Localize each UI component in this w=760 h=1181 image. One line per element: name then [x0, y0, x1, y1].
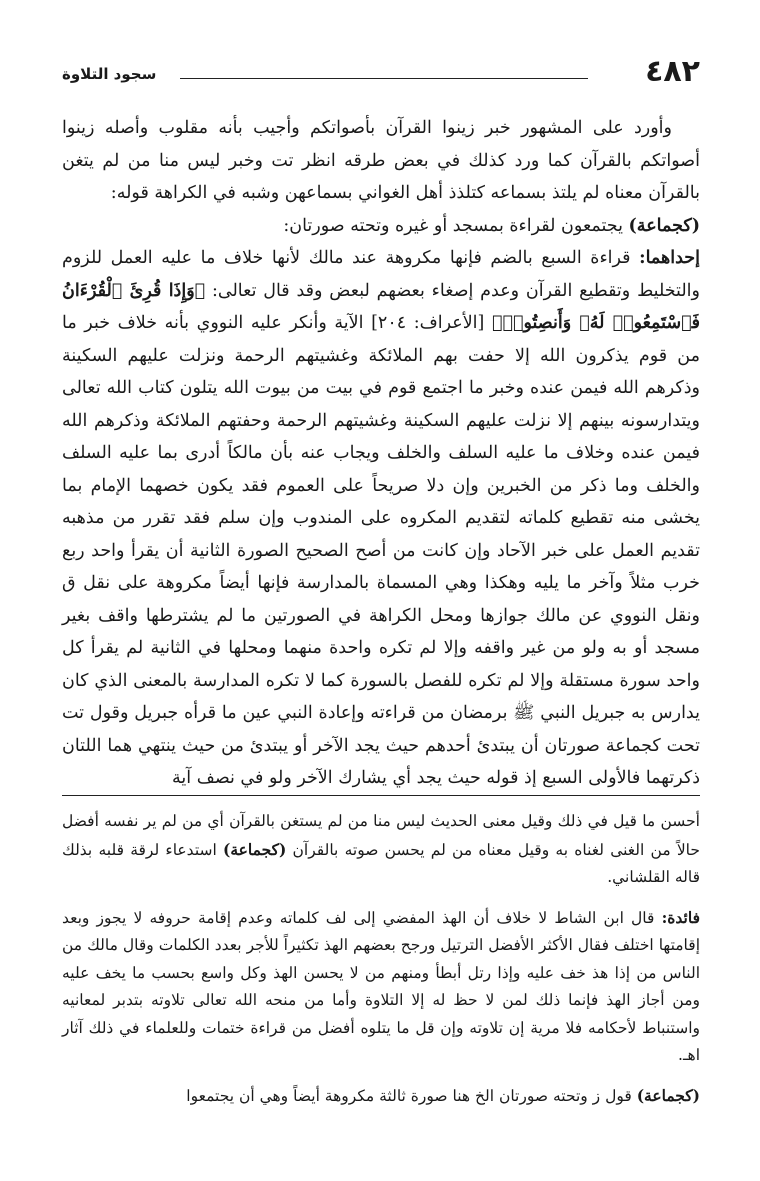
- paragraph-text: يجتمعون لقراءة بمسجد أو غيره وتحته صورتان:: [283, 215, 629, 236]
- paragraph: وأورد على المشهور خبر زينوا القرآن بأصواتكم وأجيب بأنه مقلوب وأصله زينوا أصواتكم بالقرآن كما ورد كذلك في بعض طرقه انظر تت وخبر ليس منا من لم يتغن بالقرآن معناه لم يلتذ بسماعه كتلذذ أهل الغواني بسماعهن وشبه في الكراهة قوله:: [62, 118, 700, 203]
- footnote-divider: [62, 795, 700, 796]
- section-label: إحداهما:: [639, 248, 700, 268]
- paragraph-text: [الأعراف: ٢٠٤] الآية وأنكر عليه النووي بأنه خلاف خبر ما من قوم يذكرون الله إلا حفت بهم الملائكة وغشيتهم الرحمة ونزلت عليهم السكينة وذكرهم الله فيمن عنده وخبر ما اجتمع قوم في بيت من بيوت الله يتلون كتاب الله تعالى ويتدارسونه بينهم إلا نزلت عليهم السكينة وغشيتهم الرحمة وحفتهم الملائكة وذكرهم الله فيمن عنده وخلاف ما عليه السلف والخلف ويجاب عنه بأن مالكاً أدرى بما عليه السلف والخلف وما ذكر من الخبرين وإن دلا صريحاً على العموم فقد يكون خصهما الإمام بما يخشى منه تقطيع كلماته لتقديم المكروه على المندوب وإن سلم فقد تقرر من مذهبه تقديم العمل على خبر الآحاد وإن كانت من أصح الصحيح الصورة الثانية أن يقرأ واحد ربع خرب مثلاً وآخر ما يليه وهكذا وهي المسماة بالمدارسة فإنها أيضاً مكروهة على نقل ق ونقل النووي عن مالك جوازها ومحل الكراهة في الصورتين ما لم يشترطها واقف بغير مسجد أو به ولو من غير واقفه وإلا لم تكره واحدة منهما ومحلها في الثانية لم يقرأ كل واحد سورة مستقلة وإلا لم تكره للفصل بالسورة كما لا تكره المدارسة بالمعنى الذي كان يدارس به جبريل النبي ﷺ برمضان من قراءته وإعادة النبي عين ما قرأه جبريل وقول تت تحت كجماعة صورتان أن يبتدئ أحدهم حيث يجد الآخر أو يبتدئ من حيث ينتهي هما اللتان ذكرتهما فالأولى السبع إذ قوله حيث يجد أي يشارك الآخر ولو في نصف آية: [62, 313, 700, 788]
- footnote-text: قال ابن الشاط لا خلاف أن الهذ المفضي إلى لف كلماته وعدم إقامة حروفه لا يجوز وبعد إقامتها اختلف فقال الأكثر الأفضل الترتيل ورجح بعضهم الهذ تكثيراً للأجر بعدد الكلمات وقال مالك من الناس من إذا هذ خف عليه وإذا رتل أبطأ ومنهم من لا يحسن الهذ وكل واسع بحسب ما يخف عليه ومن أجاز الهذ فإنما ذلك لمن لا حظ له إلا التلاوة وأما من منحه الله تعالى تلاوته بتدبر لمعانيه واستنباط لأحكامه فلا مرية إن تلاوته وإن قل ما يتلوه أفضل من قراءة ختمات وللعلماء في ذلك آثار اهـ.: [62, 908, 700, 1064]
- main-text: [62, 112, 700, 795]
- footnote-text: استدعاء لرقة قلبه بذلك قاله القلشاني.: [62, 840, 700, 886]
- paragraph-text: قراءة السبع بالضم فإنها مكروهة عند مالك لأنها خلاف ما عليه العمل للزوم والتخليط وتقطيع القرآن وعدم إصغاء بعضهم لبعض وقد قال تعالى:: [62, 248, 700, 301]
- paragraph: [62, 210, 700, 243]
- gloss-term: (كجماعة): [628, 215, 700, 236]
- running-title: سجود التلاوة: [62, 65, 157, 83]
- footnote: [62, 1082, 700, 1111]
- note-label: فائدة:: [661, 907, 700, 927]
- quran-verse: ﴿وَإِذَا قُرِئَ ٱلْقُرْءَانُ فَٱسْتَمِعُوا۟ لَهُۥ وَأَنصِتُوا۟﴾: [62, 280, 700, 333]
- footnotes: [62, 808, 700, 1110]
- footnote-text: أحسن ما قيل في ذلك وقيل معنى الحديث ليس منا من لم يستغن بالقرآن أي من لم ير نفسه أفضل حالاً من الغنى لغناه به وقيل معناه من لم يحسن صوته بالقرآن: [62, 812, 700, 859]
- page-header: [62, 54, 700, 94]
- page-number: ٤٨٢: [645, 54, 700, 89]
- footnote: [62, 808, 700, 892]
- footnote: [62, 904, 700, 1070]
- gloss-term: (كجماعة): [636, 1085, 700, 1105]
- header-rule: [180, 78, 588, 79]
- paragraph: [62, 242, 700, 795]
- footnote-text: قول ز وتحته صورتان الخ هنا صورة ثالثة مكروهة أيضاً وهي أن يجتمعوا: [186, 1086, 637, 1105]
- gloss-term: (كجماعة): [223, 839, 287, 859]
